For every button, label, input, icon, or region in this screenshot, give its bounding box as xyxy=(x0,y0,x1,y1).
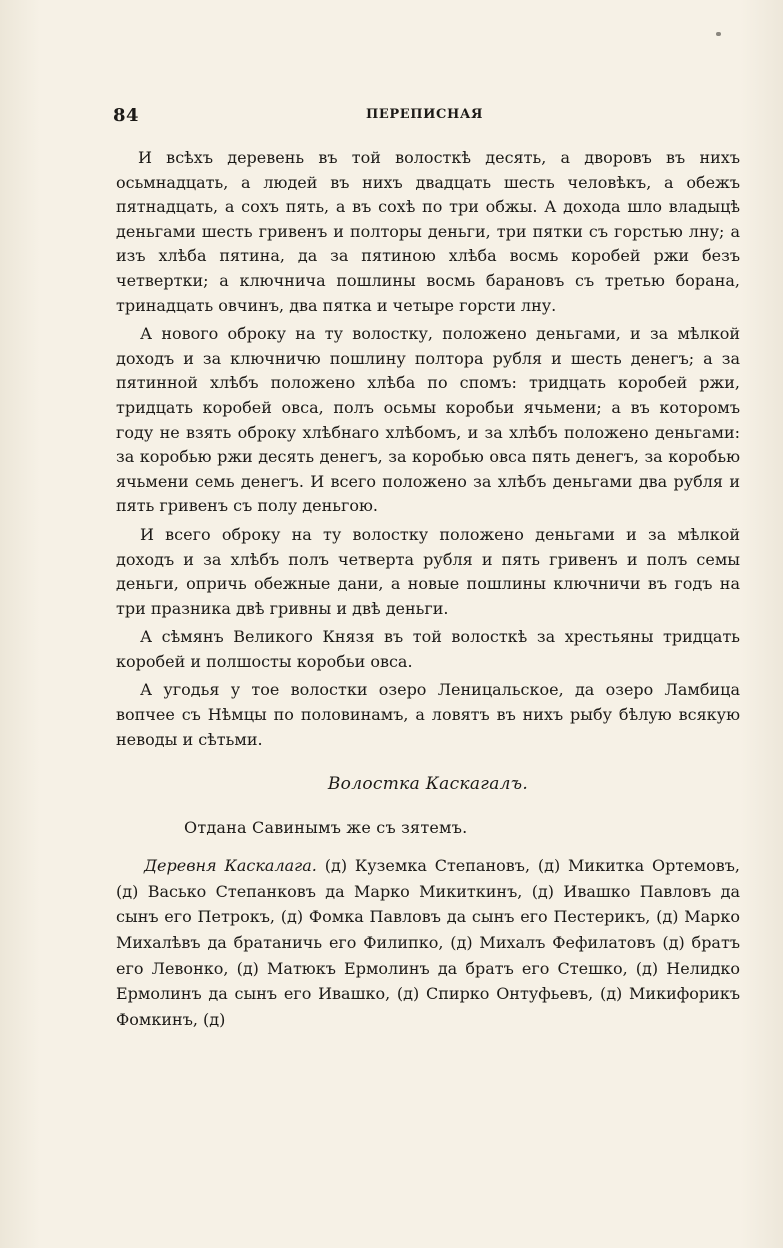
ink-speck xyxy=(716,32,721,36)
page-number: 84 xyxy=(113,105,140,126)
running-head: ПЕРЕПИСНАЯ xyxy=(366,107,484,122)
page-body xyxy=(116,146,740,1048)
section-note: Отдана Савинымъ же съ зятемъ. xyxy=(184,818,468,838)
paragraph-5: А угодья у тое волостки озеро Леницальское, да озеро Ламбица вопчее съ Нѣмцы по половинамъ, а ловятъ въ нихъ рыбу бѣлую всякую неводы и сѣтьми. xyxy=(116,680,740,749)
paragraph-3: И всего оброку на ту волостку положено деньгами и за мѣлкой доходъ и за хлѣбъ полъ четверта рубля и пять гривенъ и полъ семы деньги, опричь обежные дани, а новые пошлины ключничи въ годъ на три празника двѣ гривны и двѣ деньги. xyxy=(116,524,740,618)
village-households: (д) Куземка Степановъ, (д) Микитка Ортемовъ, (д) Васько Степанковъ да Марко Микиткинъ, (д) Ивашко Павловъ да сынъ его Петрокъ, (д) Фомка Павловъ да сынъ его Пестерикъ, (д) Марко Михалѣвъ да братаничь его Филипко, (д) Михалъ Фефилатовъ (д) братъ его Левонко, (д) Матюкъ Ермолинъ да братъ его Стешко, (д) Нелидко Ермолинъ да сынъ его Ивашко, (д) Спирко Онтуфьевъ, (д) Микифорикъ Фомкинъ, (д) xyxy=(116,856,740,1029)
page-header xyxy=(113,105,743,129)
village-paragraph xyxy=(116,853,740,1032)
paragraph-1: И всѣхъ деревень въ той волосткѣ десять, а дворовъ въ нихъ осьмнадцать, а людей въ нихъ двадцать шесть человѣкъ, а обежъ пятнадцать, а сохъ пять, а въ сохѣ по три обжы. А дохода шло владыцѣ деньгами шесть гривенъ и полторы деньги, три пятки съ горстью лну; а изъ хлѣба пятина, да за пятиною хлѣба восмь коробей ржи безъ четвертки; а ключнича пошлины восмь барановъ съ третью борана, тринадцать овчинъ, два пятка и четыре горсти лну. xyxy=(116,148,740,315)
paragraph-4: А сѣмянъ Великого Князя въ той волосткѣ за хрестьяны тридцать коробей и полшосты коробьи овса. xyxy=(116,627,740,671)
paragraph-2: А нового оброку на ту волостку, положено деньгами, и за мѣлкой доходъ и за ключничю пошлину полтора рубля и шесть денегъ; а за пятинной хлѣбъ положено хлѣба по спомъ: тридцать коробей ржи, тридцать коробей овса, полъ осьмы коробьи ячьмени; а въ которомъ году не взять оброку хлѣбнаго хлѣбомъ, и за хлѣбъ положено деньгами: за коробью ржи десять денегъ, за коробью овса пять денегъ, за коробью ячьмени семь денегъ. И всего положено за хлѣбъ деньгами два рубля и пять гривенъ съ полу деньгою. xyxy=(116,324,740,516)
section-heading: Волостка Каскагалъ. xyxy=(327,774,529,795)
village-name: Деревня Каскалага. xyxy=(144,856,317,876)
